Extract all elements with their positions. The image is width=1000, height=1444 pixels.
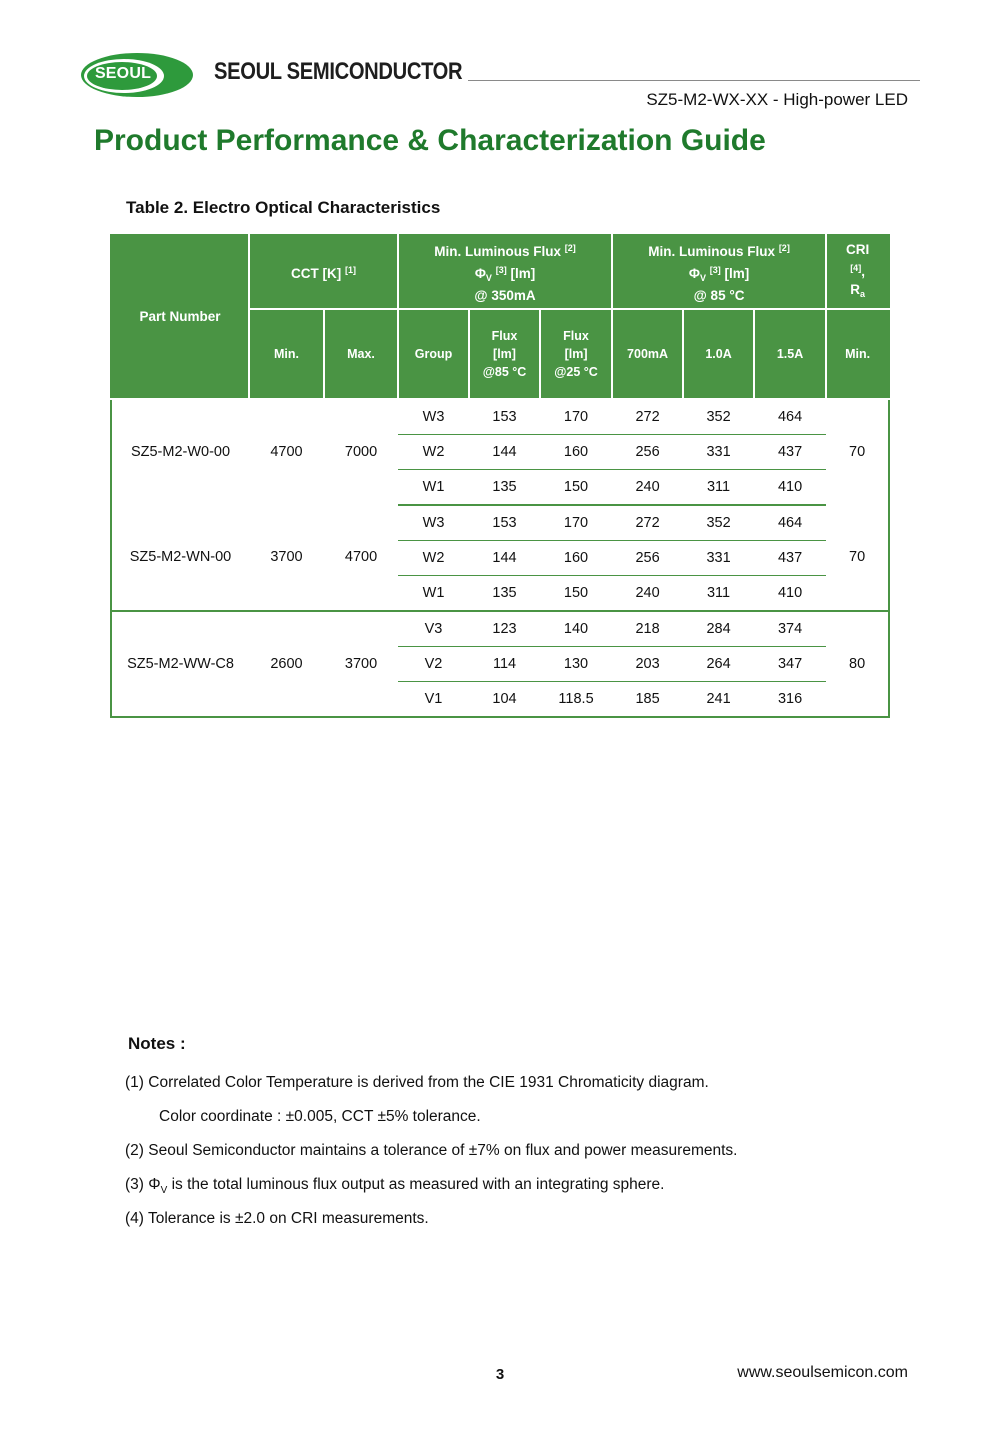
flux700-cell: 272: [612, 505, 683, 540]
flux85-cell: 153: [469, 399, 540, 434]
flux1500-cell: 437: [754, 540, 826, 575]
flux85-cell: 153: [469, 505, 540, 540]
flux1500-cell: 347: [754, 646, 826, 681]
note-3: (3) $\Phi_V$ is the total luminous flux output as measured with an integrating sphere.: [125, 1176, 665, 1197]
table-row: [111, 505, 889, 540]
flux1000-cell: 331: [683, 434, 754, 469]
flux700-cell: 185: [635, 691, 660, 708]
cct-max-cell: 7000: [344, 444, 378, 461]
flux700-cell: 218: [612, 611, 683, 646]
flux1000-cell: 284: [683, 611, 754, 646]
flux25-cell: 150: [540, 470, 612, 505]
table-row: [111, 611, 889, 646]
header-cct-max: Max.: [324, 309, 398, 399]
header-cct: CCT [K] [1]: [249, 235, 398, 309]
flux1000-cell: 241: [706, 691, 731, 708]
flux700-cell: 203: [612, 646, 683, 681]
flux700-cell: 256: [612, 434, 683, 469]
flux1500-cell: 437: [754, 434, 826, 469]
header-cri: CRI [4], $R_a$: [826, 235, 889, 309]
header-flux-85: Flux [lm] @85 °C: [469, 309, 540, 399]
group-cell: W2: [398, 540, 469, 575]
group-cell: W1: [398, 470, 469, 505]
document-title: SZ5-M2-WX-XX - High-power LED: [646, 90, 908, 109]
note-4: (4) Tolerance is ±2.0 on CRI measurements.: [125, 1210, 429, 1227]
note-2: (2) Seoul Semiconductor maintains a tolerance of ±7% on flux and power measurements.: [125, 1142, 738, 1159]
flux85-cell: 144: [469, 434, 540, 469]
flux1000-cell: 352: [683, 399, 754, 434]
note-1-detail: Color coordinate : ±0.005, CCT ±5% tolerance.: [159, 1108, 481, 1125]
page-number: 3: [495, 1366, 505, 1383]
flux700-cell: 240: [612, 470, 683, 505]
flux25-cell: 170: [540, 399, 612, 434]
header-part-number: Part Number: [111, 235, 249, 399]
flux1500-cell: 316: [777, 691, 803, 708]
flux25-cell: 130: [540, 646, 612, 681]
flux25-cell: 118.5: [558, 691, 594, 708]
flux700-cell: 256: [612, 540, 683, 575]
seoul-logo: [80, 51, 195, 99]
flux1500-cell: 410: [754, 576, 826, 611]
header-cri-min: Min.: [826, 309, 889, 399]
header-flux-350ma: Min. Luminous Flux [2] $\Phi_V$ [3] [lm] @ 350mA: [398, 235, 612, 309]
flux85-cell: 104: [492, 691, 517, 708]
website-link[interactable]: www.seoulsemicon.com: [737, 1364, 908, 1381]
flux1500-cell: 464: [754, 505, 826, 540]
cri-cell: 80: [849, 655, 866, 672]
company-name: SEOUL SEMICONDUCTOR: [214, 58, 463, 85]
header-flux-85c: Min. Luminous Flux [2] $\Phi_V$ [3] [lm] @ 85 °C: [612, 235, 826, 309]
group-cell: W3: [398, 505, 469, 540]
cri-cell: 70: [826, 505, 889, 611]
flux1000-cell: 331: [683, 540, 754, 575]
part-number-cell: SZ5-M2-WW-C8: [127, 655, 234, 672]
flux1500-cell: 464: [754, 399, 826, 434]
cri-cell: 70: [849, 444, 866, 461]
flux1500-cell: 410: [754, 470, 826, 505]
group-cell: W2: [398, 434, 469, 469]
table-row: [111, 399, 889, 434]
header-group: Group: [398, 309, 469, 399]
flux25-cell: 160: [540, 540, 612, 575]
flux1000-cell: 311: [683, 470, 754, 505]
cct-max-cell: 3700: [344, 655, 378, 672]
flux25-cell: 150: [540, 576, 612, 611]
header-1-5a: 1.5A: [754, 309, 826, 399]
header-700ma: 700mA: [612, 309, 683, 399]
group-cell: V3: [398, 611, 469, 646]
flux85-cell: 135: [469, 470, 540, 505]
flux25-cell: 160: [540, 434, 612, 469]
group-cell: V1: [424, 691, 443, 708]
header-flux-25: Flux [lm] @25 °C: [540, 309, 612, 399]
flux25-cell: 140: [540, 611, 612, 646]
header-cct-min: Min.: [249, 309, 324, 399]
flux1000-cell: 352: [683, 505, 754, 540]
flux700-cell: 272: [612, 399, 683, 434]
flux85-cell: 123: [469, 611, 540, 646]
note-1: (1) Correlated Color Temperature is derived from the CIE 1931 Chromaticity diagram.: [125, 1074, 709, 1091]
header-divider: [468, 80, 920, 81]
page-title: Product Performance & Characterization Guide: [94, 124, 766, 157]
notes-title: Notes :: [128, 1034, 186, 1053]
group-cell: W1: [398, 576, 469, 611]
cct-min-cell: 2600: [270, 655, 303, 672]
flux25-cell: 170: [540, 505, 612, 540]
group-cell: W3: [398, 399, 469, 434]
cct-min-cell: 4700: [270, 444, 303, 461]
flux1500-cell: 374: [754, 611, 826, 646]
flux1000-cell: 311: [683, 576, 754, 611]
flux700-cell: 240: [612, 576, 683, 611]
flux85-cell: 114: [469, 646, 540, 681]
group-cell: V2: [398, 646, 469, 681]
cct-max-cell: 4700: [324, 505, 398, 611]
electro-optical-table: [110, 234, 890, 718]
table-title: Table 2. Electro Optical Characteristics: [126, 198, 441, 217]
header-1-0a: 1.0A: [683, 309, 754, 399]
flux85-cell: 144: [469, 540, 540, 575]
part-number-cell: SZ5-M2-WN-00: [111, 505, 249, 611]
part-number-cell: SZ5-M2-W0-00: [130, 444, 231, 461]
flux85-cell: 135: [469, 576, 540, 611]
flux1000-cell: 264: [683, 646, 754, 681]
cct-min-cell: 3700: [249, 505, 324, 611]
logo-text: SEOUL: [94, 65, 152, 82]
